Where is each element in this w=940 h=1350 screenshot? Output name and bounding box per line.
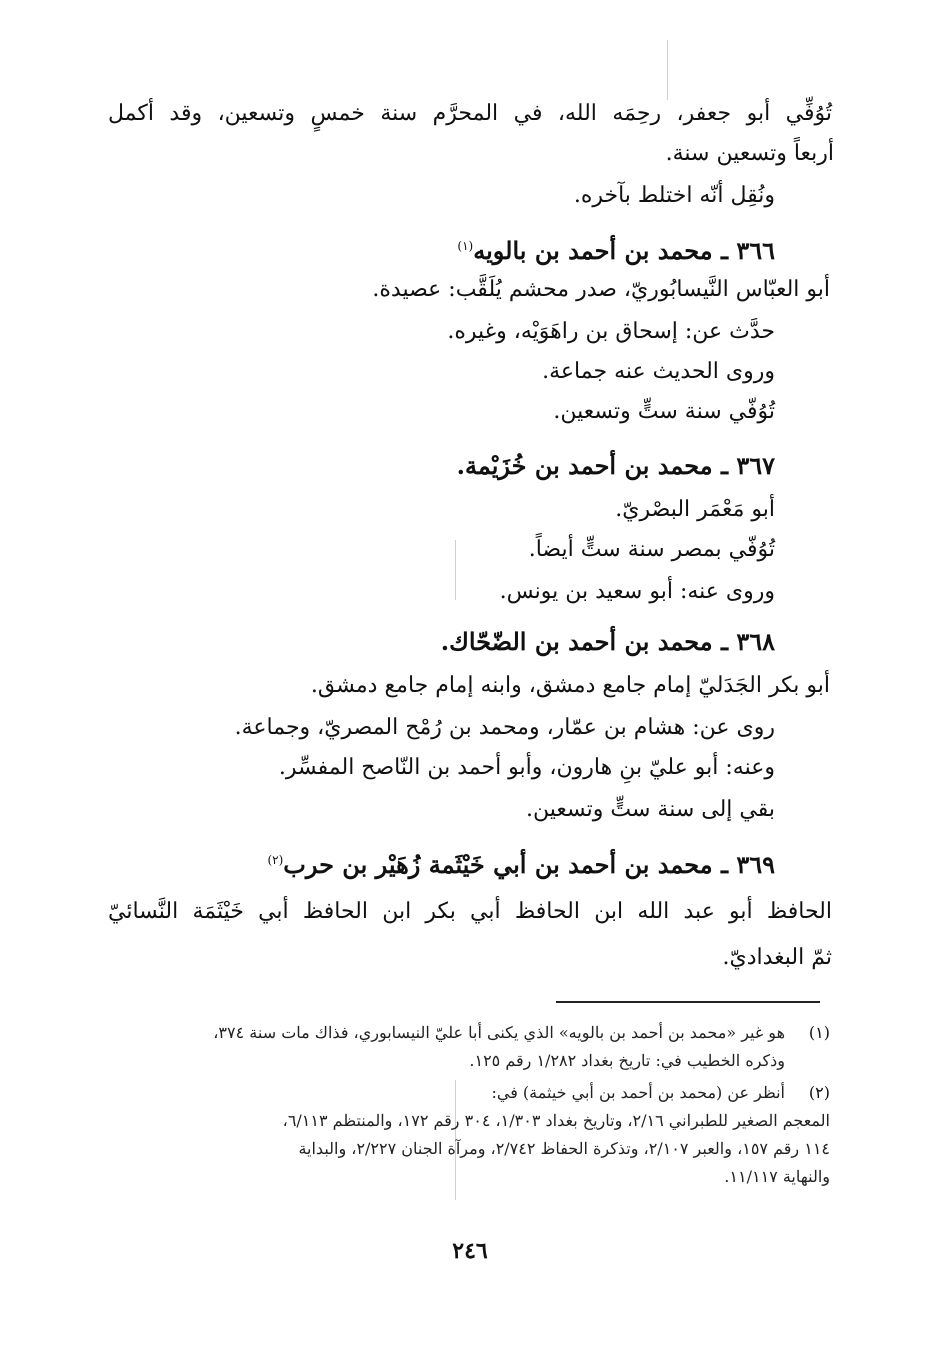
footnote-separator — [556, 1001, 820, 1003]
page-number: ٢٤٦ — [452, 1238, 488, 1264]
scan-artifact-line — [455, 540, 456, 600]
entry-368-line-4: بقي إلى سنة ستٍّ وتسعين. — [526, 797, 775, 822]
footnote-2-line-4: والنهاية ١١/١١٧. — [724, 1167, 830, 1186]
footnote-ref-2: (٢) — [267, 853, 284, 867]
entry-368-line-3: وعنه: أبو عليّ بنِ هارون، وأبو أحمد بن النّاصح المفسِّر. — [278, 755, 775, 780]
entry-366-heading — [457, 228, 775, 269]
entry-369-heading — [267, 842, 775, 883]
entry-366-line-2: حدَّث عن: إسحاق بن راهَوَيْه، وغيره. — [447, 319, 775, 344]
entry-366-line-1: أبو العبّاس النَّيسابُوريّ، صدر محشم يُلَقَّب: عصيدة. — [372, 277, 830, 302]
entry-369-line-2: ثمّ البغداديّ. — [722, 945, 832, 970]
entry-367-line-3: وروى عنه: أبو سعيد بن يونس. — [499, 579, 775, 604]
entry-368-line-1: أبو بكر الجَدَليّ إمام جامع دمشق، وابنه إمام جامع دمشق. — [310, 673, 830, 698]
entry-369-line-1: الحافظ أبو عبد الله ابن الحافظ أبي بكر ابن الحافظ أبي خَيْثَمَة النَّسائيّ — [108, 899, 832, 924]
footnote-2-line-1: أنظر عن (محمد بن أحمد بن أبي خيثمة) في: — [491, 1083, 785, 1102]
intro-line-2: أربعاً وتسعين سنة. — [665, 141, 834, 166]
footnote-1-number: (١) — [808, 1023, 830, 1042]
intro-line-1: تُوُفِّي أبو جعفر، رحِمَه الله، في المحرَّم سنة خمسٍ وتسعين، وقد أكمل — [108, 101, 832, 126]
entry-367-heading: ٣٦٧ ـ محمد بن أحمد بن خُزَيْمة. — [456, 451, 775, 480]
footnote-2-number: (٢) — [808, 1083, 830, 1102]
entry-367-line-1: أبو مَعْمَر البصْريّ. — [615, 497, 775, 522]
entry-366-line-4: تُوُفّي سنة ستٍّ وتسعين. — [553, 399, 775, 424]
footnote-1-line-2: وذكره الخطيب في: تاريخ بغداد ١/٢٨٢ رقم ١٢٥. — [469, 1051, 785, 1070]
footnote-ref-1: (١) — [457, 239, 474, 253]
entry-368-line-2: روى عن: هشام بن عمّار، ومحمد بن رُمْح المصريّ، وجماعة. — [234, 715, 775, 740]
intro-line-3: ونُقِل أنّه اختلط بآخره. — [573, 183, 775, 208]
entry-368-heading: ٣٦٨ ـ محمد بن أحمد بن الضّحّاك. — [440, 627, 775, 656]
footnote-2-line-3: ١١٤ رقم ١٥٧، والعبر ٢/١٠٧، وتذكرة الحفاظ ٢/٧٤٢، ومرآة الجنان ٢/٢٢٧، والبداية — [298, 1139, 830, 1158]
scan-artifact-line — [667, 40, 668, 100]
footnote-1-line-1: هو غير «محمد بن أحمد بن بالويه» الذي يكنى أبا عليّ النيسابوري، فذاك مات سنة ٣٧٤، — [213, 1023, 785, 1042]
footnote-2-line-2: المعجم الصغير للطبراني ٢/١٦، وتاريخ بغداد ١/٣٠٣، ٣٠٤ رقم ١٧٢، والمنتظم ٦/١١٣، — [282, 1111, 830, 1130]
entry-367-line-2: تُوُفّي بمصر سنة ستٍّ أيضاً. — [528, 537, 775, 562]
entry-369-title: ٣٦٩ ـ محمد بن أحمد بن أبي خَيْثَمة زُهَيْر بن حرب — [283, 850, 775, 879]
entry-366-line-3: وروى الحديث عنه جماعة. — [542, 359, 775, 384]
entry-366-title: ٣٦٦ ـ محمد بن أحمد بن بالويه — [473, 236, 775, 265]
